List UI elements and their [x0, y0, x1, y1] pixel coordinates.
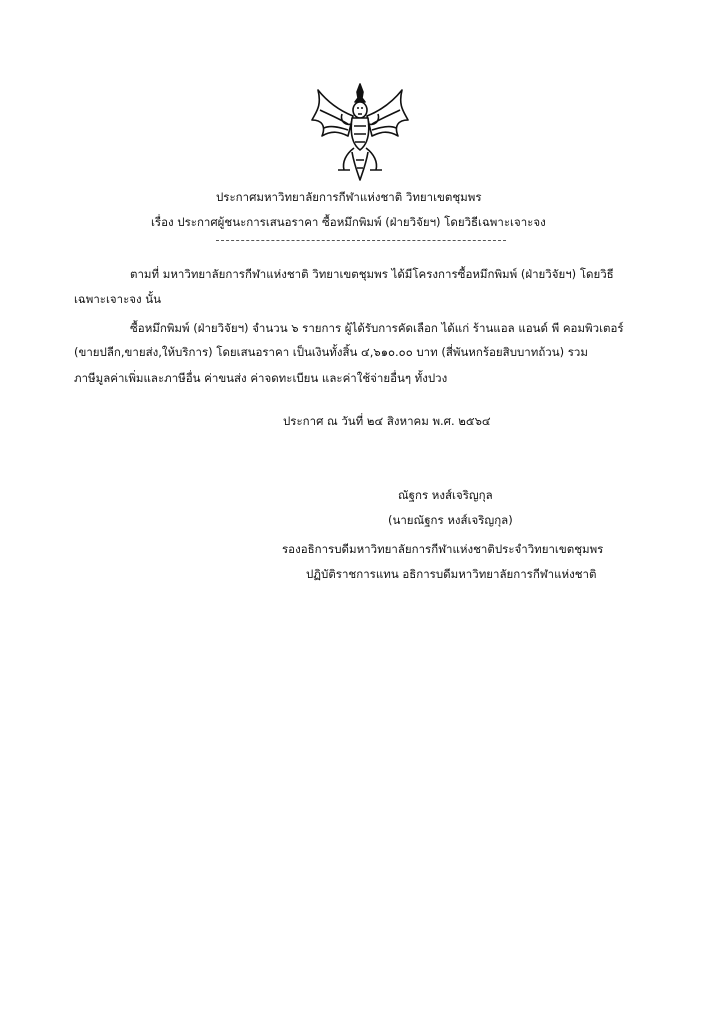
paragraph-1-line-2: เฉพาะเจาะจง นั้น — [74, 292, 162, 306]
signer-position: รองอธิการบดีมหาวิทยาลัยการกีฬาแห่งชาติประจำวิทยาเขตชุมพร — [282, 542, 604, 556]
paragraph-2-line-1: ซื้อหมึกพิมพ์ (ฝ่ายวิจัยฯ) จำนวน ๖ รายการ ผู้ได้รับการคัดเลือก ได้แก่ ร้านแอล แอนด์ พี คอมพิวเตอร์ — [130, 321, 624, 335]
announcement-title: ประกาศมหาวิทยาลัยการกีฬาแห่งชาติ วิทยาเขตชุมพร — [216, 190, 482, 204]
announcement-subject: เรื่อง ประกาศผู้ชนะการเสนอราคา ซื้อหมึกพิมพ์ (ฝ่ายวิจัยฯ) โดยวิธีเฉพาะเจาะจง — [151, 215, 546, 229]
signature: ณัฐกร หงส์เจริญกุล — [398, 488, 493, 502]
header-divider — [216, 240, 506, 241]
garuda-emblem-icon — [308, 80, 412, 184]
signer-acting-position: ปฏิบัติราชการแทน อธิการบดีมหาวิทยาลัยการกีฬาแห่งชาติ — [306, 567, 597, 581]
paragraph-1-line-1: ตามที่ มหาวิทยาลัยการกีฬาแห่งชาติ วิทยาเขตชุมพร ได้มีโครงการซื้อหมึกพิมพ์ (ฝ่ายวิจัยฯ) โดยวิธี — [130, 267, 614, 281]
paragraph-2-line-2: (ขายปลีก,ขายส่ง,ให้บริการ) โดยเสนอราคา เป็นเงินทั้งสิ้น ๔,๖๑๐.๐๐ บาท (สี่พันหกร้อยสิบบาทถ้วน) รวม — [74, 345, 588, 359]
announcement-date: ประกาศ ณ วันที่ ๒๔ สิงหาคม พ.ศ. ๒๕๖๔ — [283, 414, 491, 428]
signer-name: (นายณัฐกร หงส์เจริญกุล) — [388, 513, 513, 527]
paragraph-2-line-3: ภาษีมูลค่าเพิ่มและภาษีอื่น ค่าขนส่ง ค่าจดทะเบียน และค่าใช้จ่ายอื่นๆ ทั้งปวง — [74, 371, 448, 385]
